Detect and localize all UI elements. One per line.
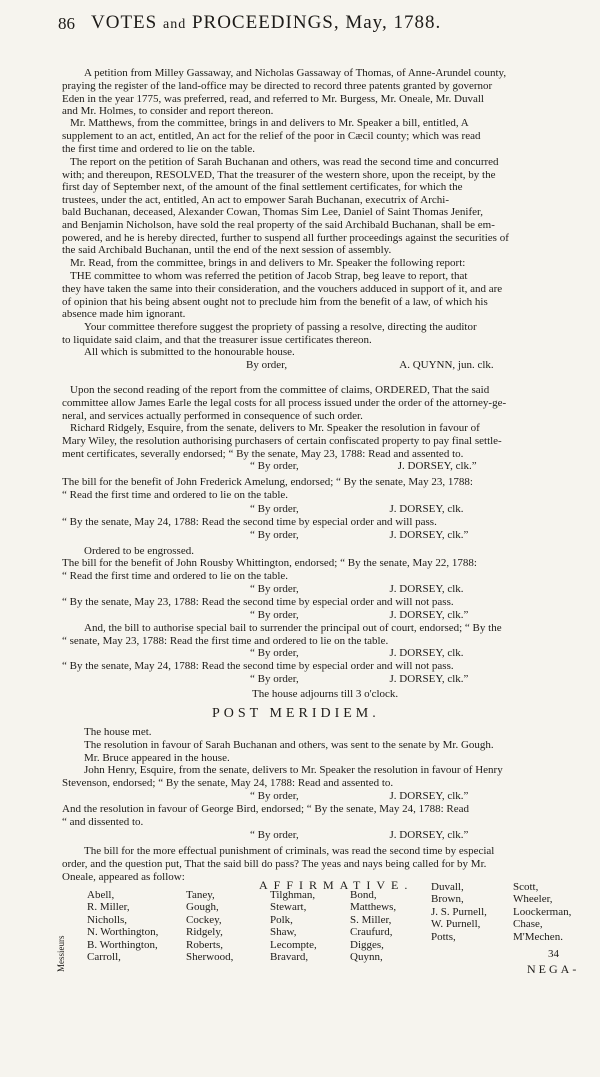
text-line: praying the register of the land-office may be directed to record three patents granted by governor bbox=[62, 80, 493, 92]
voter-name: Shaw, bbox=[270, 926, 297, 939]
text-line: A petition from Milley Gassaway, and Nicholas Gassaway of Thomas, of Anne-Arundel county, bbox=[84, 67, 507, 79]
text-line: “ Read the first time and ordered to lie on the table. bbox=[62, 489, 289, 501]
text-line: The report on the petition of Sarah Buchanan and others, was read the second time and concurred bbox=[70, 156, 499, 168]
voter-name: Duvall, bbox=[431, 881, 464, 893]
text-line: first day of September next, of the amount of the final settlement certificates, for which the bbox=[62, 181, 463, 193]
text-line: “ By the senate, May 24, 1788: Read the second time by especial order and will not pass. bbox=[62, 660, 454, 672]
text-line: “ By order, J. DORSEY, clk. bbox=[250, 647, 464, 659]
voter-name: Sherwood, bbox=[186, 951, 234, 964]
side-note: Messieurs bbox=[56, 935, 66, 972]
voter-name: Brown, bbox=[431, 893, 464, 906]
title-date: May, 1788. bbox=[345, 12, 442, 33]
text-line: supplement to an act, entitled, An act for the relief of the poor in Cæcil county; which was read bbox=[62, 130, 481, 142]
text-line: Your committee therefore suggest the propriety of passing a resolve, directing the auditor bbox=[84, 321, 477, 333]
voter-name: S. Miller, bbox=[350, 913, 392, 926]
voter-name: M'Mechen. bbox=[513, 930, 563, 943]
text-line: ment certificates, severally endorsed; “ By the senate, May 23, 1788: Read and assented to. bbox=[62, 448, 464, 460]
voter-name: Craufurd, bbox=[350, 926, 393, 939]
text-line: The bill for the benefit of John Frederick Amelung, endorsed; “ By the senate, May 23, 1788: bbox=[62, 476, 473, 488]
voter-name: Lecompte, bbox=[270, 938, 317, 951]
voter-name: Taney, bbox=[186, 889, 215, 901]
text-line: and Mr. Holmes, to consider and report thereon. bbox=[62, 105, 274, 117]
text-line: absence made him ignorant. bbox=[62, 308, 186, 320]
text-line: And, the bill to authorise special bail to surrender the principal out of court, endorsed; “ By the bbox=[84, 622, 502, 634]
title-votes: VOTES bbox=[91, 12, 158, 33]
post-meridiem-heading: POST MERIDIEM. bbox=[212, 706, 380, 721]
voter-name: Loockerman, bbox=[513, 905, 572, 918]
voter-name: Polk, bbox=[270, 913, 293, 926]
text-line: the first time and ordered to lie on the table. bbox=[62, 143, 256, 155]
voter-name: J. S. Purnell, bbox=[431, 905, 487, 918]
title-and: and bbox=[162, 17, 187, 32]
text-line: “ and dissented to. bbox=[62, 816, 144, 828]
vote-column bbox=[350, 889, 396, 963]
vote-column bbox=[186, 889, 233, 963]
text-line: Stevenson, endorsed; “ By the senate, May 24, 1788: Read and assented to. bbox=[62, 777, 394, 789]
text-line: powered, and he is hereby directed, further to suspend all further proceedings against the securities of bbox=[62, 232, 509, 244]
text-line: Richard Ridgely, Esquire, from the senate, delivers to Mr. Speaker the resolution in favour of bbox=[70, 422, 480, 434]
text-line: Mr. Matthews, from the committee, brings in and delivers to Mr. Speaker a bill, entitled, A bbox=[70, 117, 469, 129]
voter-name: R. Miller, bbox=[87, 901, 130, 914]
voter-name: N. Worthington, bbox=[87, 926, 159, 939]
text-line: “ By order, J. DORSEY, clk.” bbox=[250, 673, 469, 685]
voter-name: Gough, bbox=[186, 901, 219, 914]
page-number: 86 bbox=[58, 14, 75, 33]
text-line: THE committee to whom was referred the petition of Jacob Strap, beg leave to report, that bbox=[70, 270, 468, 282]
voter-name: Ridgely, bbox=[186, 926, 223, 939]
text-line: The resolution in favour of Sarah Buchanan and others, was sent to the senate by Mr. Gough. bbox=[84, 739, 494, 751]
text-line: “ Read the first time and ordered to lie on the table. bbox=[62, 570, 289, 582]
affirmative-heading: AFFIRMATIVE. bbox=[259, 878, 414, 892]
text-line: Ordered to be engrossed. bbox=[84, 545, 194, 557]
signature-mark: 34 bbox=[548, 948, 559, 960]
voter-name: Cockey, bbox=[186, 913, 222, 926]
text-line: order, and the question put, That the said bill do pass? The yeas and nays being called for by Mr. bbox=[62, 858, 487, 870]
text-line: By order, A. QUYNN, jun. clk. bbox=[246, 359, 494, 371]
voter-name: Bravard, bbox=[270, 951, 309, 964]
text-line: “ By order, J. DORSEY, clk.” bbox=[250, 609, 469, 621]
text-line: “ By order, J. DORSEY, clk. bbox=[250, 583, 464, 595]
voter-name: Tilghman, bbox=[270, 889, 316, 901]
voter-name: Scott, bbox=[513, 881, 539, 893]
vote-column bbox=[87, 889, 158, 963]
text-line: “ By order, J. DORSEY, clk.” bbox=[250, 460, 477, 472]
text-line: Oneale, appeared as follow: bbox=[62, 871, 185, 883]
text-line: The house met. bbox=[84, 726, 152, 738]
text-line: “ By order, J. DORSEY, clk.” bbox=[250, 790, 469, 802]
vote-column bbox=[270, 889, 317, 963]
text-line: “ By order, J. DORSEY, clk. bbox=[250, 503, 464, 515]
text-line: of opinion that his being absent ought not to preclude him from the benefit of a law, of which his bbox=[62, 296, 488, 308]
voter-name: Potts, bbox=[431, 930, 456, 943]
voter-name: Roberts, bbox=[186, 938, 223, 951]
voter-name: Carroll, bbox=[87, 951, 121, 964]
voter-name: Bond, bbox=[350, 889, 377, 901]
voter-name: B. Worthington, bbox=[87, 938, 158, 951]
text-line: “ By the senate, May 23, 1788: Read the second time by especial order and will not pass. bbox=[62, 596, 454, 608]
page-title bbox=[91, 12, 441, 34]
text-line: the said Archibald Buchanan, until the end of the next session of assembly. bbox=[62, 244, 392, 256]
text-line: Mary Wiley, the resolution authorising purchasers of certain confiscated property to pay final settle- bbox=[62, 435, 502, 447]
voter-name: Digges, bbox=[350, 938, 384, 951]
text-line: All which is submitted to the honourable house. bbox=[84, 346, 295, 358]
vote-column bbox=[431, 881, 487, 943]
voter-name: Chase, bbox=[513, 918, 543, 931]
text-line: John Henry, Esquire, from the senate, delivers to Mr. Speaker the resolution in favour of Henry bbox=[84, 764, 503, 776]
vote-column bbox=[513, 881, 571, 943]
text-line: “ By order, J. DORSEY, clk.” bbox=[250, 529, 469, 541]
voter-name: Matthews, bbox=[350, 901, 397, 914]
text-line: and Benjamin Nicholson, have sold the real property of the said Archibald Buchanan, shall be em- bbox=[62, 219, 495, 231]
text-line: Mr. Read, from the committee, brings in and delivers to Mr. Speaker the following report: bbox=[70, 257, 466, 269]
text-line: “ By order, J. DORSEY, clk.” bbox=[250, 829, 469, 841]
text-line: trustees, under the act, entitled, An act to empower Sarah Buchanan, executrix of Archi- bbox=[62, 194, 450, 206]
voter-name: Quynn, bbox=[350, 951, 383, 964]
text-line: Upon the second reading of the report from the committee of claims, ORDERED, That the said bbox=[70, 384, 490, 396]
text-line: to liquidate said claim, and that the treasurer issue certificates thereon. bbox=[62, 334, 372, 346]
text-line: with; and thereupon, RESOLVED, That the treasurer of the western shore, upon the receipt, by the bbox=[62, 169, 496, 181]
title-proceedings: PROCEEDINGS, bbox=[191, 12, 340, 33]
text-line: “ senate, May 23, 1788: Read the first time and ordered to lie on the table. bbox=[62, 635, 389, 647]
voter-name: Wheeler, bbox=[513, 893, 553, 906]
text-line: “ By the senate, May 24, 1788: Read the second time by especial order and will pass. bbox=[62, 516, 437, 528]
text-line: The bill for the more effectual punishment of criminals, was read the second time by especial bbox=[84, 845, 495, 857]
text-line: bald Buchanan, deceased, Alexander Cowan, Thomas Sim Lee, Daniel of Saint Thomas Jenifer, bbox=[62, 206, 484, 218]
text-line: Mr. Bruce appeared in the house. bbox=[84, 752, 230, 764]
voter-name: W. Purnell, bbox=[431, 918, 481, 931]
text-line: they have taken the same into their consideration, and the vouchers adduced in support of it, and are bbox=[62, 283, 503, 295]
voter-name: Nicholls, bbox=[87, 913, 128, 926]
text-line: neral, and services actually performed in consequence of such order. bbox=[62, 410, 363, 422]
text-line: committee allow James Earle the legal costs for all process issued under the order of the attorney-ge- bbox=[62, 397, 507, 409]
text-line: Eden in the year 1775, was preferred, read, and referred to Mr. Burgess, Mr. Oneale, Mr. Duvall bbox=[62, 93, 484, 105]
text-line: And the resolution in favour of George Bird, endorsed; “ By the senate, May 24, 1788: Read bbox=[62, 803, 470, 815]
text-line: The house adjourns till 3 o'clock. bbox=[252, 688, 399, 700]
text-line: The bill for the benefit of John Rousby Whittington, endorsed; “ By the senate, May 22, 1788: bbox=[62, 557, 477, 569]
catchword: NEGA- bbox=[527, 962, 580, 976]
voter-name: Abell, bbox=[87, 889, 115, 901]
voter-name: Stewart, bbox=[270, 901, 307, 914]
